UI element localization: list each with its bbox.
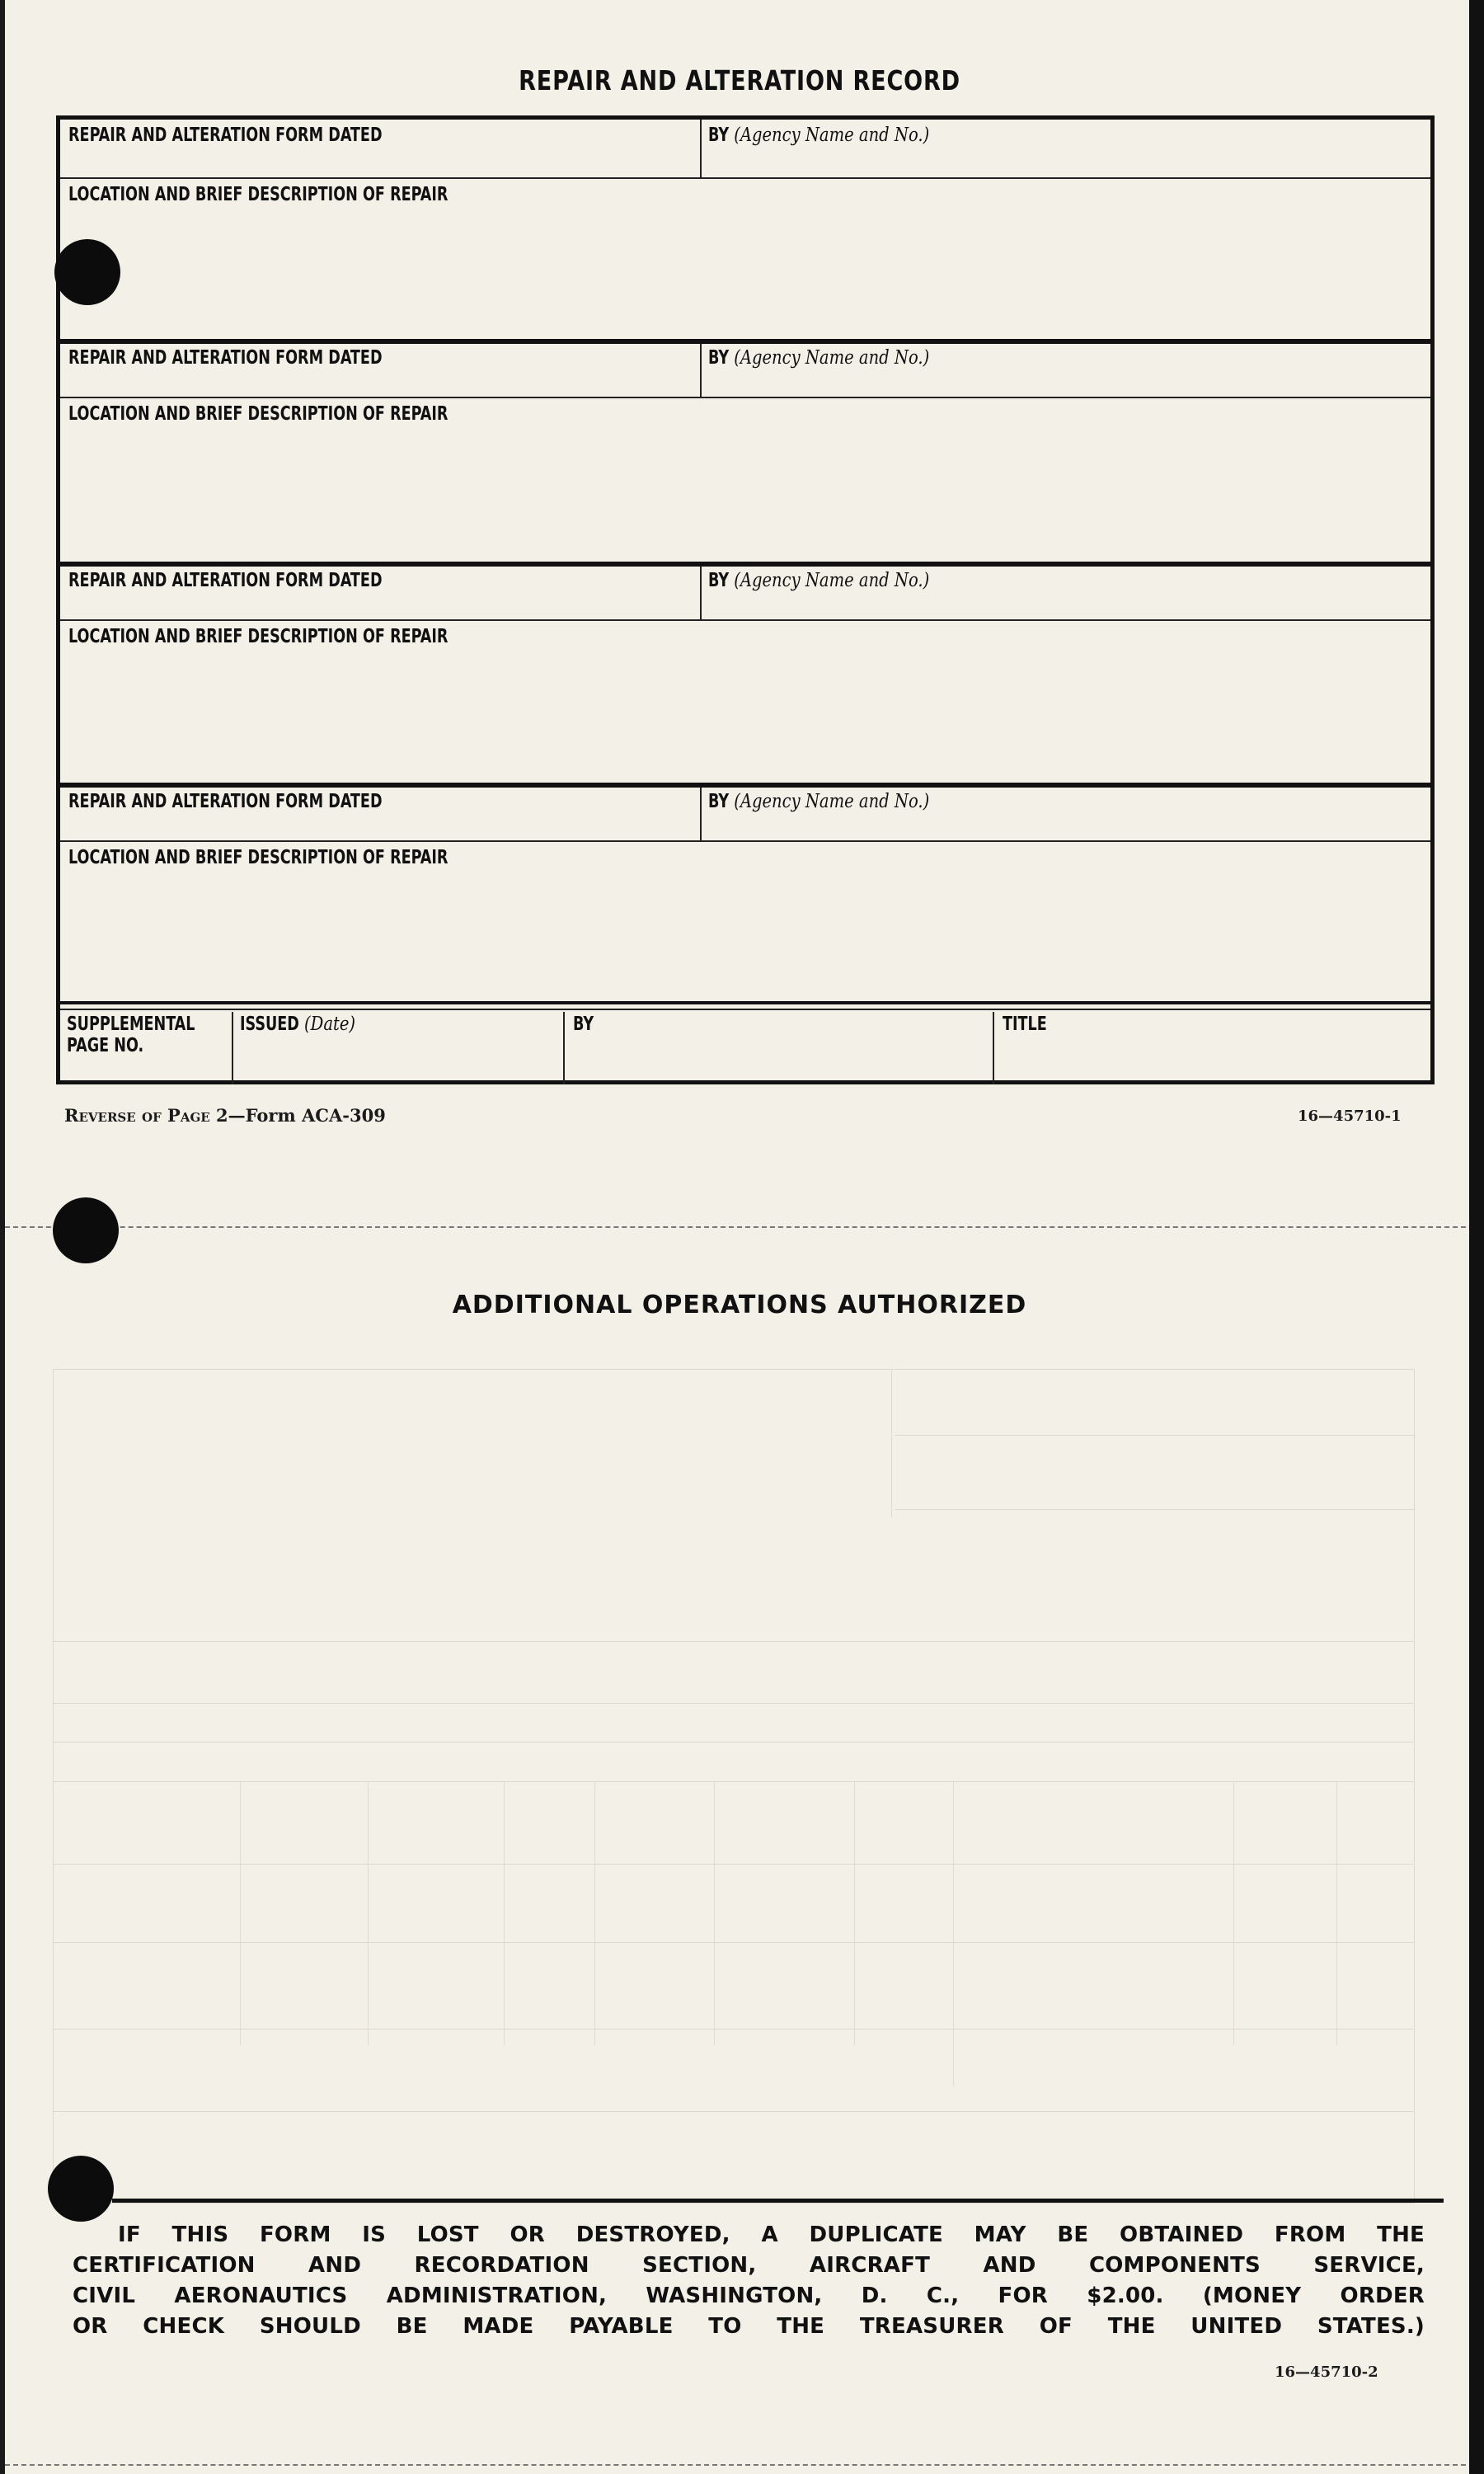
bleed-through-line xyxy=(895,1509,1415,1510)
form-dated-label: REPAIR AND ALTERATION FORM DATED xyxy=(68,347,383,369)
bleed-through-line xyxy=(1336,1781,1337,2045)
bleed-through-line xyxy=(504,1781,505,2045)
form-number-top: 16—45710-1 xyxy=(1298,1108,1402,1125)
column-divider xyxy=(700,120,702,177)
bleed-through-frame xyxy=(53,1369,1415,2204)
perforation-line xyxy=(5,1226,1474,1228)
column-divider xyxy=(700,788,702,840)
form-dated-field[interactable] xyxy=(60,788,700,840)
location-description-field[interactable] xyxy=(60,621,1430,786)
supplemental-by-field[interactable] xyxy=(565,1040,993,1084)
row-divider xyxy=(60,1009,1430,1010)
column-divider xyxy=(700,344,702,397)
notice-rule xyxy=(112,2199,1444,2203)
punch-hole-icon xyxy=(48,2156,114,2222)
page-title: REPAIR AND ALTERATION RECORD xyxy=(519,64,960,96)
column-divider xyxy=(700,567,702,619)
by-agency-field[interactable]: BY (Agency Name and No.) xyxy=(708,570,930,591)
form-dated-label: REPAIR AND ALTERATION FORM DATED xyxy=(68,791,383,812)
supplemental-title-label: TITLE xyxy=(1003,1014,1047,1035)
form-dated-label: REPAIR AND ALTERATION FORM DATED xyxy=(68,570,383,591)
issued-date-field[interactable] xyxy=(233,1040,563,1084)
supplemental-title-field[interactable] xyxy=(994,1040,1431,1084)
supplemental-page-field[interactable] xyxy=(60,1040,232,1084)
form-dated-field[interactable] xyxy=(60,567,700,619)
bleed-through-line xyxy=(53,1703,1413,1704)
record-block-2 xyxy=(60,344,1430,565)
location-description-label: LOCATION AND BRIEF DESCRIPTION OF REPAIR xyxy=(68,184,448,205)
record-block-4 xyxy=(60,788,1430,1002)
issued-date-label: ISSUED (Date) xyxy=(240,1014,356,1035)
lost-form-notice: IF THIS FORM IS LOST OR DESTROYED, A DUPLICATE MAY BE OBTAINED FROM THE CERTIFICATION AND RECORDATION SECTION, AIRCRAFT AND COMPONENTS SERVICE, CIVIL AERONAUTICS ADMINISTRATION, WASHINGTON, D. C., FOR $2.00. (MONEY ORDER OR CHECK SHOULD BE MADE PAYABLE TO THE TREASURER OF THE UNITED STATES.) xyxy=(73,2222,1425,2339)
bleed-through-line xyxy=(53,1864,1413,1865)
punch-hole-icon xyxy=(54,239,120,305)
location-description-label: LOCATION AND BRIEF DESCRIPTION OF REPAIR xyxy=(68,626,448,647)
bleed-through-line xyxy=(594,1781,595,2045)
section-title-additional-operations: ADDITIONAL OPERATIONS AUTHORIZED xyxy=(452,1291,1027,1319)
supplemental-page-label: SUPPLEMENTAL PAGE NO. xyxy=(67,1014,195,1056)
by-agency-field[interactable]: BY (Agency Name and No.) xyxy=(708,791,930,812)
scan-edge xyxy=(1469,0,1484,2474)
bleed-through-line xyxy=(240,1781,241,2045)
perforation-line xyxy=(5,2464,1474,2466)
bleed-through-line xyxy=(53,2029,1413,2030)
bleed-through-line xyxy=(53,1942,1413,1943)
repair-record-table xyxy=(56,115,1435,1084)
block-separator xyxy=(60,1001,1430,1004)
location-description-field[interactable] xyxy=(60,842,1430,1002)
record-block-3 xyxy=(60,567,1430,788)
by-agency-field[interactable]: BY (Agency Name and No.) xyxy=(708,125,930,146)
supplemental-row xyxy=(60,1012,1430,1084)
bleed-through-line xyxy=(53,1742,1413,1743)
location-description-field[interactable] xyxy=(60,179,1430,342)
by-agency-field[interactable]: BY (Agency Name and No.) xyxy=(708,347,930,369)
location-description-field[interactable] xyxy=(60,398,1430,563)
bleed-through-line xyxy=(53,1641,1413,1642)
bleed-through-line xyxy=(368,1781,369,2045)
location-description-label: LOCATION AND BRIEF DESCRIPTION OF REPAIR xyxy=(68,847,448,868)
bleed-through-line xyxy=(895,1435,1415,1436)
bleed-through-line xyxy=(854,1781,855,2045)
bleed-through-line xyxy=(891,1369,892,1517)
form-dated-field[interactable] xyxy=(60,344,700,397)
supplemental-by-label: BY xyxy=(573,1014,594,1035)
bleed-through-line xyxy=(714,1781,715,2045)
form-reference: Reverse of Page 2—Form ACA-309 xyxy=(64,1105,386,1126)
bleed-through-line xyxy=(1233,1781,1234,2045)
bleed-through-line xyxy=(53,2111,1413,2112)
location-description-label: LOCATION AND BRIEF DESCRIPTION OF REPAIR xyxy=(68,403,448,425)
punch-hole-icon xyxy=(53,1197,119,1263)
form-dated-label: REPAIR AND ALTERATION FORM DATED xyxy=(68,125,383,146)
form-number-bottom: 16—45710-2 xyxy=(1275,2363,1378,2381)
bleed-through-line xyxy=(53,1781,1413,1782)
bleed-through-line xyxy=(953,1781,954,2086)
record-block-1 xyxy=(60,120,1430,342)
form-dated-field[interactable] xyxy=(60,120,700,177)
